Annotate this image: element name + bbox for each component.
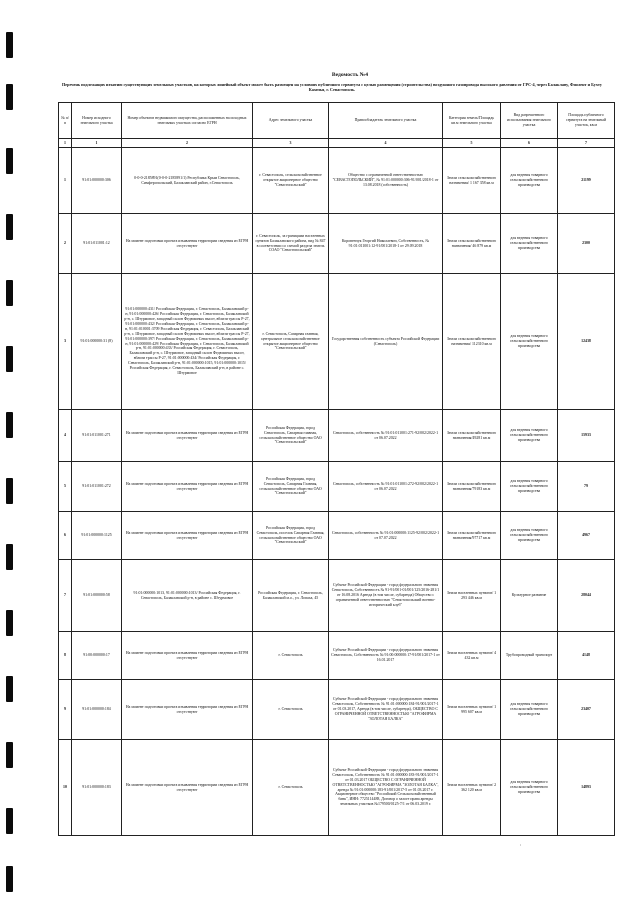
cell-parcel: 91:01:000000:306 [72, 148, 122, 214]
cell-owner: Субъект Российской Федерации - город федерального значения Севастополь, Собственность № 91:00:000000:17-91/001/2017-1 от 16.01.2017 [329, 632, 443, 680]
cell-address: г. Севастополь [253, 740, 329, 836]
column-number: 7 [558, 139, 615, 148]
header-cell: Адрес земельного участка [253, 103, 329, 139]
column-number: 2 [122, 139, 253, 148]
column-number: 5 [443, 139, 501, 148]
cell-parcel: 91:01:000000:184 [72, 680, 122, 740]
cell-n: 1 [59, 148, 72, 214]
column-number: 1 [59, 139, 72, 148]
cell-objects: На момент подготовки проекта изъявления территории сведения из ЕГРН отсутствуют [122, 740, 253, 836]
cell-address: г. Севастополь, за границами населенных пунктов Балаклавского района, вид № 847 в соответствии со схемой раздела земель СОАО "Севастопольский" [253, 214, 329, 274]
cell-address: Российская Федерация, город Севастополь, Сапарная главная, сельскохозяйственное общество ОАО "Севастопольский" [253, 410, 329, 462]
cell-category: Земли населенных пунктов/ 2 362 120 кв.м [443, 740, 501, 836]
cell-category: Земли сельскохозяйственного назначения/79183 кв.м [443, 462, 501, 512]
cell-use: для ведения товарного сельскохозяйственного производства [501, 274, 558, 410]
cell-use: для ведения товарного сельскохозяйственного производства [501, 512, 558, 560]
cell-objects: На момент подготовки проекта изъявления территории сведения из ЕГРН отсутствуют [122, 214, 253, 274]
cell-n: 3 [59, 274, 72, 410]
cell-owner: Севастополь, собственность № 91:01:011001:272-92/002/2022-1 от 06.07.2022 [329, 462, 443, 512]
column-number: 1 [72, 139, 122, 148]
cell-owner: Коровенчук Георгий Николаевич, Собственность, № 91:01:011001:12-91/001/2018-1 от 29.09.2018 [329, 214, 443, 274]
cell-area: 14893 [558, 740, 615, 836]
cell-n: 2 [59, 214, 72, 274]
cell-category: Земли населенных пунктов/ 1 293 446 кв.м [443, 560, 501, 632]
cell-use: для ведения товарного сельскохозяйственного производства [501, 740, 558, 836]
cell-objects: 0-0-0-2185891(0-0-0-2185891/1) Республика Крым Севастополь, Симферопольский, Балаклавский район, г.Севастополь [122, 148, 253, 214]
cell-use: для ведения товарного сельскохозяйственного производства [501, 214, 558, 274]
cell-category: Земли сельскохозяйственного назначения/97717 кв.м [443, 512, 501, 560]
table-row [59, 410, 615, 462]
table-row [59, 462, 615, 512]
cell-area: 23407 [558, 680, 615, 740]
cell-objects: На момент подготовки проекта изъявления территории сведения из ЕГРН отсутствуют [122, 680, 253, 740]
cell-objects: 91:01:000000:431/ Российская Федерация, г. Севастополь, Балаклавский р-н, 91:01:000000:426/ Российская Федерация, г. Севастополь, Балаклавский р-н, с. Штурмовое, западный склон Федюхиных высот, вблизи трассы Р-27, 91:01:000000:432/ Российская Федерация, г. Севастополь, Балаклавский р-н, 91:01:010001:3709 Российская Федерация, г. Севастополь, Балаклавский р-н, с. Штурмовое, западный склон Федюхиных высот, вблизи трассы Р-27, 91:01:000000:397/ Российская Федерация, г. Севастополь, Балаклавский р-н, 91:01:000000:429/ Российская Федерация, г. Севастополь, Балаклавский р-н, 91:01:000000:433/ Российская Федерация, г. Севастополь, Балаклавский р-н, с. Штурмовое, западный склон Федюхиных высот, вблизи трассы Р-27, 91:01:000000:434/ Российская Федерация, г. Севастополь, Балаклавский р-н, 91:01:000000:1015, 91:01:000000:1015/Российская Федерация, г. Севастополь, Балаклавский р-н, в районе с. Штурмовое [122, 274, 253, 410]
cell-address: Российская Федерация, г. Севастополь, Балаклавский м.о., ул. Лопаха, 45 [253, 560, 329, 632]
cell-use: для ведения товарного сельскохозяйственного производства [501, 410, 558, 462]
table-row [59, 680, 615, 740]
cell-use: для ведения товарного сельскохозяйственного производства [501, 462, 558, 512]
table-row [59, 560, 615, 632]
cell-n: 10 [59, 740, 72, 836]
table-row [59, 274, 615, 410]
cell-owner: Субъект Российской Федерации - город федерального значения Севастополь, Собственность № 91:01:000000:183-91/001/2017-1 от 01.03.2017 ОБЩЕСТВО С ОГРАНИЧЕННОЙ ОТВЕТСТВЕННОСТЬЮ "АГРОФИРМА "ЗОЛОТАЯ БАЛКА", аренда № 91:01:000000:183-91/001/2017-5 от 01.03.2017 г. Акционерное общество "Российский Сельскохозяйственный банк", ИНН: 7725114488, Договор о залоге права аренды земельных участков №179500/0125-7/1 от 06.03.2019 г. [329, 740, 443, 836]
cell-parcel: 91:01:011001:12 [72, 214, 122, 274]
cell-parcel: 91:01:000000:183 [72, 740, 122, 836]
cell-parcel: 91:01:011001:272 [72, 462, 122, 512]
header-cell: Площадь публичного сервитута на земельный участок, кв.м [558, 103, 615, 139]
cell-address: Российская Федерация, город Севастополь, Сапарная Главная, сельскохозяйственное общество ОАО "Севастопольский" [253, 462, 329, 512]
cell-use: для ведения товарного сельскохозяйственного производства [501, 680, 558, 740]
header-cell: Категория земель/Площадь кв.м земельного участка [443, 103, 501, 139]
cell-address: г. Севастополь [253, 680, 329, 740]
cell-objects: На момент подготовки проекта изъявления территории сведения из ЕГРН отсутствуют [122, 462, 253, 512]
cell-n: 8 [59, 632, 72, 680]
cell-n: 4 [59, 410, 72, 462]
cell-n: 9 [59, 680, 72, 740]
table-row [59, 740, 615, 836]
cell-category: Земли сельскохозяйственного назначения/ 46 879 кв.м [443, 214, 501, 274]
cell-area: 79 [558, 462, 615, 512]
column-number: 4 [329, 139, 443, 148]
cell-objects: 91:01:000000:1013, 91:01:000000:1013/ Российская Федерация, г. Севастополь, Балаклавский р-н, в районе с. Штурмовое [122, 560, 253, 632]
cell-area: 21199 [558, 148, 615, 214]
cell-owner: Севастополь, собственность № 91:01:011001:271-92/002/2022-1 от 06.07.2022 [329, 410, 443, 462]
cell-area: 2300 [558, 214, 615, 274]
cell-parcel: 91:01:011001:271 [72, 410, 122, 462]
cell-n: 6 [59, 512, 72, 560]
cell-n: 5 [59, 462, 72, 512]
binder-holes [6, 0, 16, 905]
header-cell: Вид разрешенного использования земельного участка [501, 103, 558, 139]
cell-area: 12438 [558, 274, 615, 410]
cell-address: г. Севастополь, сельскохозяйственное открытое акционерное общество "Севастопольский" [253, 148, 329, 214]
cell-category: Земли населенных пунктов/ 4 432 кв.м [443, 632, 501, 680]
column-number: 6 [501, 139, 558, 148]
document-subtitle: Перечень подлежащих изъятию существующих земельных участков, на которых линейный объект может быть размещен на условиях публичного сервитута с целью размещения (строительства) воздушного газопровода высокого давления от ГРС-4, через Балаклаву, Фиолент и Бухту Казачья, г. Севастополь. [62, 82, 602, 93]
cell-address: г. Севастополь, Сапарная главная, центральное сельскохозяйственное открытое акционерное общество "Севастопольский" [253, 274, 329, 410]
header-cell: Правообладатель земельного участка [329, 103, 443, 139]
cell-owner: Субъект Российской Федерации - город федерального значения Севастополь, Собственность № 91:01:000000:184-91/001/2017-1 от 01.03.2017, Аренда (в том числе, субаренда), ОБЩЕСТВО С ОГРАНИЧЕННОЙ ОТВЕТСТВЕННОСТЬЮ "АГРОФИРМА "ЗОЛОТАЯ БАЛКА" [329, 680, 443, 740]
cell-owner: Общество с ограниченной ответственностью "СЕВАСТОПОЛЬСКИЙ", № 91:01:000000:306-91/001/2018-1 от 13.08.2018 (собственность) [329, 148, 443, 214]
cell-use: Трубопроводный транспорт [501, 632, 558, 680]
header-cell: № п/п [59, 103, 72, 139]
cell-category: Земли сельскохозяйственного назначения/ 1 167 358 кв.м [443, 148, 501, 214]
cell-n: 7 [59, 560, 72, 632]
cell-use: Культурное развитие [501, 560, 558, 632]
scan-mark: , [520, 842, 522, 847]
header-cell: Номер объектов недвижимого имущества, расположенных на исходных земельных участках согласно ЕГРН [122, 103, 253, 139]
parcel-table [58, 102, 615, 836]
table-row [59, 632, 615, 680]
cell-objects: На момент подготовки проекта изъявления территории сведения из ЕГРН отсутствуют [122, 410, 253, 462]
cell-category: Земли сельскохозяйственного назначения/49281 кв.м [443, 410, 501, 462]
column-number: 3 [253, 139, 329, 148]
cell-objects: На момент подготовки проекта изъявления территории сведения из ЕГРН отсутствуют [122, 512, 253, 560]
cell-area: 28044 [558, 560, 615, 632]
table-row [59, 148, 615, 214]
cell-parcel: 91:01:000000:1125 [72, 512, 122, 560]
table-row [59, 512, 615, 560]
cell-parcel: 91:00:000000:17 [72, 632, 122, 680]
column-number-row [59, 139, 615, 148]
cell-use: для ведения товарного сельскохозяйственного производства [501, 148, 558, 214]
cell-area: 4148 [558, 632, 615, 680]
cell-objects: На момент подготовки проекта изъявления территории сведения из ЕГРН отсутствуют [122, 632, 253, 680]
cell-owner: Государственная собственность субъекта Российской Федерации (Севастополь) [329, 274, 443, 410]
cell-category: Земли сельскохозяйственного назначения/ 112310 кв.м [443, 274, 501, 410]
cell-area: 15933 [558, 410, 615, 462]
cell-owner: Севастополь, собственность № 91:01:000000:1125-92/002/2022-1 от 07.07.2022 [329, 512, 443, 560]
cell-category: Земли населенных пунктов/ 1 995 607 кв.м [443, 680, 501, 740]
cell-address: г. Севастополь [253, 632, 329, 680]
header-cell: Номер исходного земельного участка [72, 103, 122, 139]
cell-area: 4967 [558, 512, 615, 560]
table-header-row [59, 103, 615, 139]
cell-owner: Субъект Российской Федерации - город федерального значения Севастополь, Собственность № 91-91/001-01/001/125/2016-281/1 от 16.08.2016 Аренда (в том числе, субаренда) Общество с ограниченной ответственностью "Севастопольский военно-исторический клуб" [329, 560, 443, 632]
cell-parcel: 91:01:000000:58 [72, 560, 122, 632]
document-title: Ведомость №4 [331, 72, 369, 78]
table-row [59, 214, 615, 274]
cell-address: Российская Федерация, город Севастополь, поселок Сапарная Главная, сельскохозяйственное общество ОАО "Севастопольский" [253, 512, 329, 560]
cell-parcel: 91:01:000000:31 (8) [72, 274, 122, 410]
